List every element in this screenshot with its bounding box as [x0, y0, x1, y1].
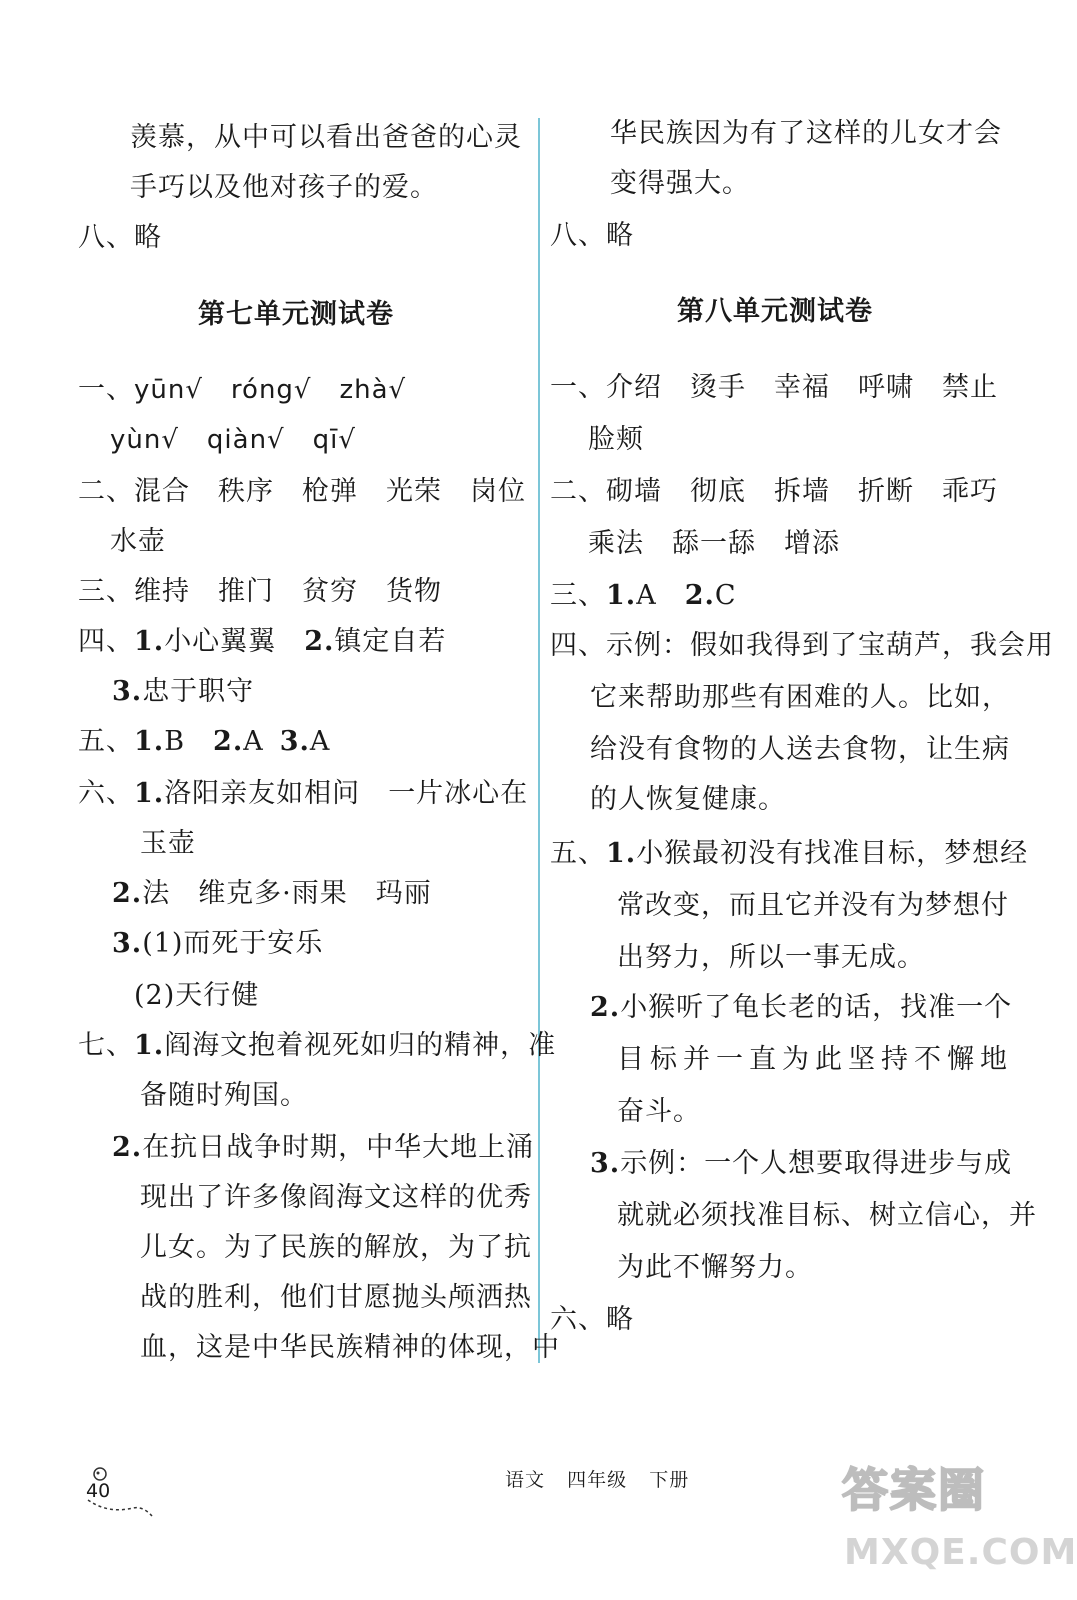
word: 增添: [784, 528, 840, 559]
item-text: 示例：假如我得到了宝葫芦，我会用: [606, 630, 1054, 661]
question-label: 五、: [78, 726, 134, 757]
item-text: 就就必须找准目标、树立信心，并: [617, 1200, 1037, 1231]
item-number: 1.: [134, 778, 165, 809]
item-text: B: [164, 726, 186, 757]
question-label: 三、: [550, 580, 606, 611]
answer-5-3: [590, 1144, 1012, 1184]
item-number: 1.: [134, 726, 165, 757]
word: 光荣: [386, 476, 442, 507]
item-text: 玛丽: [375, 878, 432, 909]
column-divider: [538, 118, 540, 1363]
word: 枪弹: [302, 476, 358, 507]
item-number: 3.: [112, 676, 143, 707]
item-text: A: [636, 580, 657, 611]
question-label: 二、: [78, 476, 134, 507]
question-label: 一、: [550, 372, 606, 403]
item-number: 2.: [112, 878, 143, 909]
item-text: (2)天行健: [134, 980, 260, 1011]
word: 贫穷: [302, 576, 358, 607]
item-number: 2.: [304, 626, 335, 657]
item-text: 给没有食物的人送去食物，让生病: [590, 734, 1010, 765]
answer-2-cont: [588, 524, 840, 564]
question-label: 三、: [78, 576, 134, 607]
word: 折断: [858, 476, 914, 507]
page-number: 40: [86, 1480, 111, 1502]
pinyin-answer: qī√: [312, 425, 356, 455]
answer-2: [550, 472, 998, 512]
footer-grade: 四年级: [567, 1469, 628, 1491]
section-title-unit7: 第七单元测试卷: [198, 299, 394, 330]
item-text: 忠于职守: [142, 676, 255, 707]
item-text: 一片冰心在: [388, 778, 529, 809]
word: 拆墙: [774, 476, 830, 507]
word: 脸颊: [588, 424, 644, 455]
item-text: 备随时殉国。: [140, 1080, 308, 1111]
answer-5-2: [590, 988, 1012, 1028]
answer-1: [78, 370, 406, 410]
item-number: 3.: [279, 726, 310, 757]
answer-4: [550, 626, 1054, 666]
answer-8-right: 八、略: [550, 220, 634, 251]
item-text: 在抗日战争时期，中华大地上涌: [142, 1132, 535, 1163]
item-text: 小猴最初没有找准目标，梦想经: [636, 838, 1029, 869]
item-text: 小猴听了龟长老的话，找准一个: [620, 992, 1013, 1023]
item-text: 法: [142, 878, 171, 909]
question-label: 四、: [78, 626, 134, 657]
question-label: 六、: [78, 778, 134, 809]
item-number: 1.: [606, 580, 637, 611]
question-label: 五、: [550, 838, 606, 869]
word: 推门: [218, 576, 274, 607]
item-number: 2.: [213, 726, 244, 757]
word: 禁止: [942, 372, 998, 403]
text-line: 羡慕，从中可以看出爸爸的心灵: [130, 122, 522, 153]
answer-8-left: 八、略: [78, 222, 162, 253]
item-text: 血，这是中华民族精神的体现，中: [140, 1332, 560, 1363]
word: 乖巧: [942, 476, 998, 507]
item-text: 为此不懈努力。: [617, 1252, 813, 1283]
word: 介绍: [606, 372, 662, 403]
word: 舔一舔: [672, 528, 756, 559]
item-number: 2.: [112, 1132, 143, 1163]
pinyin-answer: qiàn√: [206, 425, 285, 455]
word: 水壶: [110, 526, 166, 557]
word: 砌墙: [606, 476, 662, 507]
pinyin-answer: yùn√: [110, 425, 179, 455]
answer-3: [78, 572, 442, 612]
answer-6-right: 六、略: [550, 1304, 634, 1335]
footer-volume: 下册: [649, 1469, 690, 1491]
word: 幸福: [774, 372, 830, 403]
answer-7-2: [112, 1128, 534, 1168]
section-title-unit8: 第八单元测试卷: [677, 296, 873, 327]
pinyin-answer: róng√: [230, 375, 312, 405]
word: 货物: [386, 576, 442, 607]
answer-6-3: [112, 924, 323, 964]
text-line: 华民族因为有了这样的儿女才会: [610, 118, 1002, 149]
item-text: A: [309, 726, 331, 757]
text-line: 变得强大。: [610, 168, 750, 199]
item-text: 它来帮助那些有困难的人。比如，: [590, 682, 1010, 713]
item-text: 常改变，而且它并没有为梦想付: [617, 890, 1009, 921]
item-text: (1)而死于安乐: [142, 928, 324, 959]
question-label: 二、: [550, 476, 606, 507]
word: 乘法: [588, 528, 644, 559]
word: 烫手: [690, 372, 746, 403]
word: 维持: [134, 576, 190, 607]
text-line: 手巧以及他对孩子的爱。: [130, 172, 438, 203]
item-text: 维克多·雨果: [198, 878, 348, 909]
answer-4-cont: [112, 672, 254, 712]
item-text: 小心翼翼: [164, 626, 277, 657]
question-label: 七、: [78, 1030, 134, 1061]
word: 彻底: [690, 476, 746, 507]
item-text: 战的胜利，他们甘愿抛头颅洒热: [140, 1282, 532, 1313]
item-number: 1.: [606, 838, 637, 869]
item-text: A: [243, 726, 264, 757]
item-text: 现出了许多像阎海文这样的优秀: [140, 1182, 532, 1213]
answer-7: [78, 1026, 556, 1066]
watermark-logo: [830, 1448, 1077, 1598]
item-text: 镇定自若: [334, 626, 447, 657]
word: 混合: [134, 476, 190, 507]
item-text: 的人恢复健康。: [590, 784, 786, 815]
word: 呼啸: [858, 372, 914, 403]
answer-6-2: [112, 874, 432, 914]
item-text: 阎海文抱着视死如归的精神，准: [164, 1030, 557, 1061]
answer-5: [78, 722, 330, 762]
item-text: 奋斗。: [617, 1096, 701, 1127]
pinyin-answer: zhà√: [339, 375, 407, 405]
item-text: 玉壶: [140, 828, 196, 859]
answer-5: [550, 834, 1028, 874]
word: 秩序: [218, 476, 274, 507]
answer-4: [78, 622, 446, 662]
item-number: 2.: [684, 580, 715, 611]
word: 岗位: [470, 476, 526, 507]
item-text: 目标并一直为此坚持不懈地: [617, 1044, 1013, 1075]
item-number: 1.: [134, 1030, 165, 1061]
item-text: 儿女。为了民族的解放，为了抗: [140, 1232, 532, 1263]
item-number: 3.: [112, 928, 143, 959]
question-label: 四、: [550, 630, 606, 661]
item-number: 2.: [590, 992, 621, 1023]
item-number: 3.: [590, 1148, 621, 1179]
footer-label: [505, 1465, 689, 1492]
footer-subject: 语文: [505, 1469, 546, 1491]
pinyin-answer: yūn√: [134, 375, 203, 405]
answer-2: [78, 472, 526, 512]
answer-1-cont: [110, 420, 356, 460]
item-text: 出努力，所以一事无成。: [617, 942, 925, 973]
item-text: 示例：一个人想要取得进步与成: [620, 1148, 1013, 1179]
item-text: 洛阳亲友如相问: [164, 778, 361, 809]
question-label: 一、: [78, 374, 134, 405]
answer-1: [550, 368, 998, 408]
answer-3: [550, 576, 737, 616]
item-number: 1.: [134, 626, 165, 657]
answer-6: [78, 774, 528, 814]
item-text: C: [714, 580, 737, 611]
watermark-title: 答案圈: [842, 1463, 986, 1517]
watermark-url: MXQE.COM: [844, 1532, 1077, 1573]
